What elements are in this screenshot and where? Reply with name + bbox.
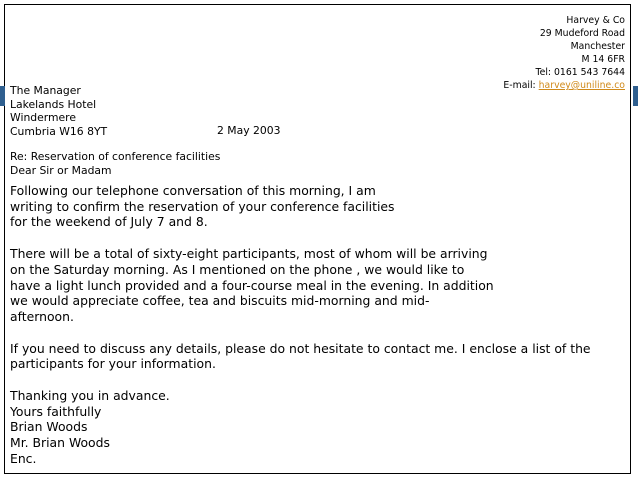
- closing-sign-off: Yours faithfully: [10, 403, 102, 419]
- sender-email-line: [503, 79, 625, 92]
- body-line: for the weekend of July 7 and 8.: [10, 214, 208, 230]
- right-accent-bar: [633, 86, 638, 106]
- closing-thanks: Thanking you in advance.: [10, 388, 170, 404]
- letter-body: [10, 183, 625, 483]
- signature: Brian Woods: [10, 419, 88, 435]
- sender-address: [503, 14, 625, 92]
- body-line: writing to confirm the reservation of your conference facilities: [10, 198, 395, 214]
- body-line: Following our telephone conversation of this morning, I am: [10, 183, 376, 198]
- sender-street: 29 Mudeford Road: [539, 28, 625, 39]
- sender-phone: Tel: 0161 543 7644: [535, 67, 625, 78]
- recipient-title: The Manager: [10, 84, 81, 97]
- body-line: we would appreciate coffee, tea and biscuits mid-morning and mid-: [10, 293, 430, 309]
- body-line: on the Saturday morning. As I mentioned on the phone , we would like to: [10, 261, 465, 277]
- sender-company: Harvey & Co: [566, 15, 625, 26]
- sender-city: Manchester: [570, 41, 625, 52]
- body-line: There will be a total of sixty-eight participants, most of whom will be arriving: [10, 246, 488, 262]
- email-link[interactable]: harvey@uniline.co: [538, 80, 625, 91]
- recipient-town: Windermere: [10, 111, 77, 124]
- subject-line: Re: Reservation of conference facilities: [10, 150, 221, 163]
- subject-block: [10, 150, 220, 177]
- paragraph-details: [10, 246, 625, 325]
- paragraph-confirmation: [10, 183, 625, 230]
- salutation: Dear Sir or Madam: [10, 163, 112, 177]
- closing-block: [10, 388, 625, 467]
- recipient-address: [10, 84, 107, 138]
- recipient-county: Cumbria W16 8YT: [10, 124, 108, 138]
- left-accent-bar: [0, 86, 5, 106]
- enclosure-note: Enc.: [10, 450, 37, 466]
- body-line: If you need to discuss any details, please do not hesitate to contact me. I enclose a list of the: [10, 340, 591, 356]
- signer-name: Mr. Brian Woods: [10, 435, 110, 451]
- letter-date: 2 May 2003: [217, 124, 281, 137]
- body-line: have a light lunch provided and a four-course meal in the evening. In addition: [10, 277, 494, 293]
- email-label: E-mail:: [503, 80, 539, 91]
- body-line: participants for your information.: [10, 356, 216, 372]
- paragraph-contact: [10, 341, 625, 372]
- body-line: afternoon.: [10, 308, 74, 324]
- sender-postcode: M 14 6FR: [581, 54, 625, 65]
- recipient-hotel: Lakelands Hotel: [10, 97, 97, 111]
